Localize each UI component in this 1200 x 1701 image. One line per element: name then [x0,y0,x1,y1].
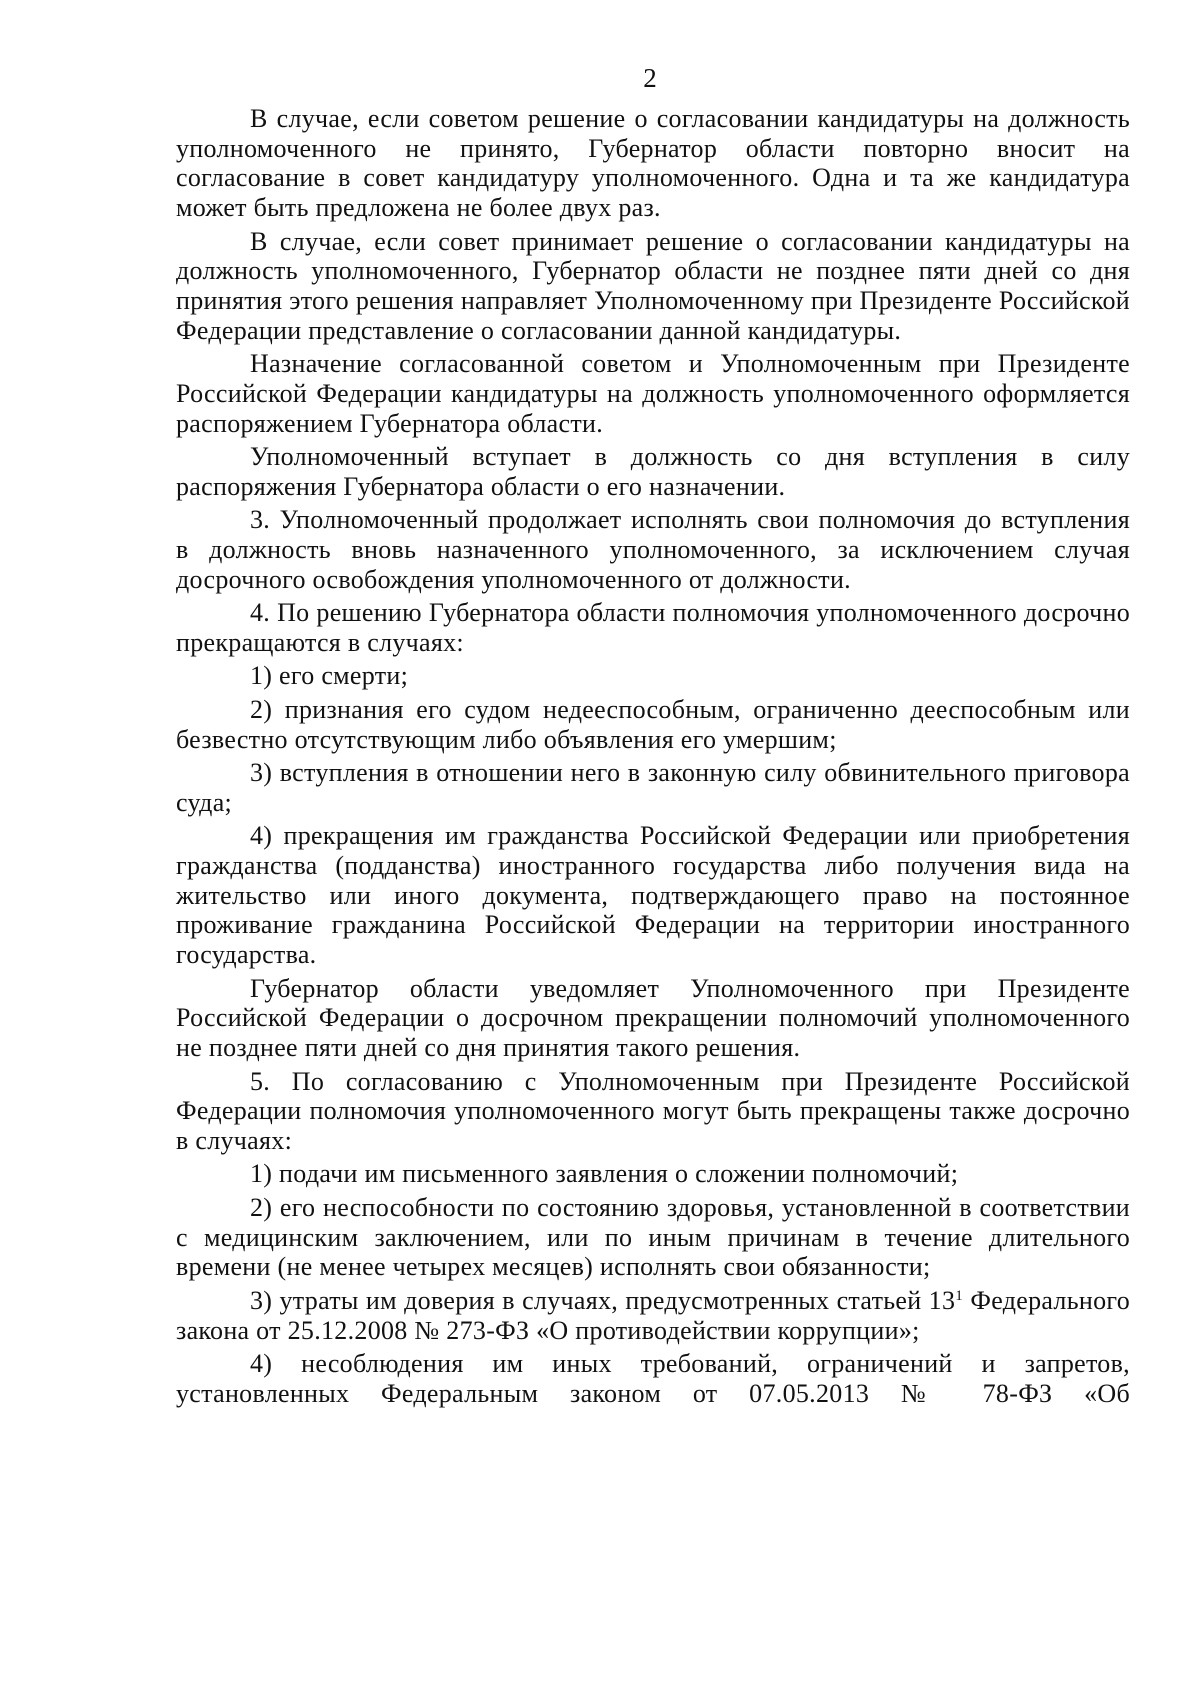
article-superscript: 1 [955,1287,964,1304]
list-item-text-start: 3) утраты им доверия в случаях, предусмотренных статьей 13 [250,1285,956,1315]
paragraph: Назначение согласованной советом и Уполномоченным при Президенте Российской Федерации кандидатуры на должность уполномоченного оформляется распоряжением Губернатора области. [176,349,1130,438]
paragraph: В случае, если советом решение о согласовании кандидатуры на должность уполномоченного не принято, Губернатор области повторно вносит на согласование в совет кандидатуру уполномоченного. Одна и та же кандидатура может быть предложена не более двух раз. [176,104,1130,223]
list-item: 2) его неспособности по состоянию здоровья, установленной в соответствии с медицинским заключением, или по иным причинам в течение длительного времени (не менее четырех месяцев) исполнять свои обязанности; [176,1192,1130,1282]
list-item: 1) подачи им письменного заявления о сложении полномочий; [250,1159,959,1189]
list-item: 4) прекращения им гражданства Российской Федерации или приобретения гражданства (подданства) иностранного государства либо получения вида на жительство или иного документа, подтверждающего право на постоянное проживание гражданина Российской Федерации на территории иностранного государства. [176,821,1130,970]
paragraph: 4. По решению Губернатора области полномочия уполномоченного досрочно прекращаются в случаях: [176,598,1130,657]
page-number: 2 [643,63,657,93]
list-item: 4) несоблюдения им иных требований, ограничений и запретов, установленных Федеральным законом от 07.05.2013 № 78-ФЗ «Об [176,1349,1130,1408]
paragraph: Губернатор области уведомляет Уполномоченного при Президенте Российской Федерации о досрочном прекращении полномочий уполномоченного не позднее пяти дней со дня принятия такого решения. [176,973,1130,1063]
document-body [176,104,1130,1412]
list-item [176,1286,1130,1345]
paragraph: 5. По согласованию с Уполномоченным при Президенте Российской Федерации полномочия уполномоченного могут быть прекращены также досрочно в случаях: [176,1066,1130,1155]
list-item-text-end: Федерального закона от 25.12.2008 № 273-ФЗ «О противодействии коррупции»; [176,1285,1130,1345]
paragraph: Уполномоченный вступает в должность со дня вступления в силу распоряжения Губернатора области о его назначении. [176,442,1130,501]
paragraph: В случае, если совет принимает решение о согласовании кандидатуры на должность уполномоченного, Губернатор области не позднее пяти дней со дня принятия этого решения направляет Уполномоченному при Президенте Российской Федерации представление о согласовании данной кандидатуры. [176,226,1130,345]
list-item: 2) признания его судом недееспособным, ограниченно дееспособным или безвестно отсутствующим либо объявления его умершим; [176,694,1130,754]
list-item: 1) его смерти; [250,661,409,691]
paragraph: 3. Уполномоченный продолжает исполнять свои полномочия до вступления в должность вновь назначенного уполномоченного, за исключением случая досрочного освобождения уполномоченного от должности. [176,505,1130,594]
list-item: 3) вступления в отношении него в законную силу обвинительного приговора суда; [176,758,1130,817]
